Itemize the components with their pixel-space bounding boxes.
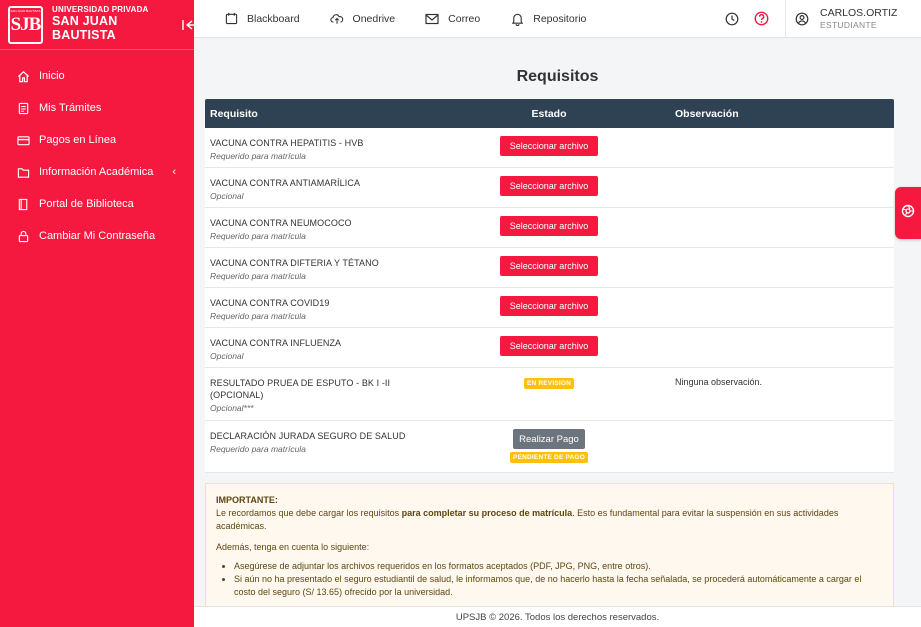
sidebar-item-cambiar-contrasena[interactable] — [0, 220, 194, 252]
notice-bullet: • Asegúrese de adjuntar los archivos requeridos en los formatos aceptados (PDF, JPG, PNG, entre otros). — [234, 560, 883, 573]
cloud-upload-icon — [330, 12, 344, 26]
help-icon[interactable] — [753, 11, 769, 27]
nav-onedrive[interactable] — [330, 12, 396, 26]
credit-card-icon — [16, 133, 31, 148]
select-file-button[interactable]: Seleccionar archivo — [500, 216, 598, 236]
notice-paragraph — [216, 507, 883, 533]
requirement-name: VACUNA CONTRA NEUMOCOCO — [210, 218, 352, 228]
requirements-table — [205, 99, 894, 473]
table-row — [205, 288, 894, 328]
status-badge: PENDIENTE DE PAGO — [510, 452, 588, 463]
user-role: ESTUDIANTE — [820, 19, 877, 30]
sidebar-item-label: Portal de Biblioteca — [39, 198, 134, 210]
folder-icon — [16, 165, 31, 180]
table-header — [205, 99, 894, 128]
pay-button[interactable]: Realizar Pago — [513, 429, 585, 449]
requirement-note: Requerido para matrícula — [210, 231, 306, 241]
table-row — [205, 128, 894, 168]
requirement-note: Requerido para matrícula — [210, 271, 306, 281]
sidebar-item-label: Inicio — [39, 70, 65, 82]
table-row — [205, 248, 894, 288]
topbar-right — [724, 0, 921, 37]
requirement-note: Requerido para matrícula — [210, 151, 306, 161]
chevron-left-icon: ‹ — [172, 166, 176, 178]
requirement-name: VACUNA CONTRA ANTIAMARÍLICA — [210, 178, 361, 188]
table-row — [205, 328, 894, 368]
university-logo[interactable] — [8, 6, 43, 44]
requirement-note: Opcional — [210, 191, 244, 201]
important-notice — [205, 483, 894, 606]
table-row — [205, 421, 894, 473]
lock-icon — [16, 229, 31, 244]
table-row — [205, 368, 894, 421]
notice-bullet: • Si aún no ha presentado el seguro estudiantil de salud, le informamos que, de no hacerlo hasta la fecha señalada, se procederá automáticamente a cargar el costo del seguro (S/ 13.65) ofrecido por la universidad. — [234, 573, 883, 599]
select-file-button[interactable]: Seleccionar archivo — [500, 176, 598, 196]
logo-mark: SJB — [10, 14, 41, 35]
observation-text: Ninguna observación. — [675, 377, 763, 387]
sidebar-item-pagos[interactable] — [0, 124, 194, 156]
topbar — [194, 0, 921, 38]
sidebar-item-mis-tramites[interactable] — [0, 92, 194, 124]
sidebar-item-label: Pagos en Línea — [39, 134, 117, 146]
select-file-button[interactable]: Seleccionar archivo — [500, 336, 598, 356]
table-row — [205, 208, 894, 248]
nav-correo[interactable] — [425, 12, 480, 26]
requirement-name: DECLARACIÓN JURADA SEGURO DE SALUD — [210, 431, 406, 441]
requirement-note: Requerido para matrícula — [210, 311, 306, 321]
clock-icon[interactable] — [724, 11, 740, 27]
brand — [0, 0, 194, 50]
requirement-name: RESULTADO PRUEA DE ESPUTO - BK I -II (OPCIONAL) — [210, 378, 391, 400]
notice-paragraph: Además, tenga en cuenta lo siguiente: — [216, 542, 370, 552]
calendar-icon — [224, 12, 238, 26]
user-menu[interactable] — [785, 0, 921, 37]
requirement-name: VACUNA CONTRA DIFTERIA Y TÉTANO — [210, 258, 379, 268]
notice-title: IMPORTANTE: — [216, 495, 278, 505]
sidebar-item-informacion-academica[interactable] — [0, 156, 194, 188]
select-file-button[interactable]: Seleccionar archivo — [500, 296, 598, 316]
main-content — [194, 38, 921, 606]
sidebar-item-label: Cambiar Mi Contraseña — [39, 230, 156, 242]
requirement-note: Opcional*** — [210, 403, 254, 413]
column-header-estado: Estado — [531, 107, 567, 120]
home-icon — [16, 69, 31, 84]
settings-fab[interactable] — [895, 187, 921, 239]
notice-text: . Esto es fundamental para evitar la suspensión en sus actividades académicas. — [216, 508, 839, 531]
column-header-requisito: Requisito — [210, 107, 258, 120]
sidebar-item-inicio[interactable] — [0, 60, 194, 92]
brand-text — [52, 6, 173, 42]
sidebar-item-label: Información Académica — [39, 166, 154, 178]
requirement-name: VACUNA CONTRA INFLUENZA — [210, 338, 342, 348]
select-file-button[interactable]: Seleccionar archivo — [500, 256, 598, 276]
user-circle-icon — [794, 11, 810, 27]
mail-icon — [425, 12, 439, 26]
nav-label: Onedrive — [352, 12, 396, 25]
nav-blackboard[interactable] — [224, 12, 300, 26]
footer-text: UPSJB © 2026. Todos los derechos reservados. — [455, 611, 660, 623]
user-info — [820, 7, 897, 31]
notice-bold-text: para completar su proceso de matrícula — [401, 508, 573, 518]
nav-label: Blackboard — [247, 12, 300, 25]
footer — [194, 606, 921, 627]
requirement-name: VACUNA CONTRA COVID19 — [210, 298, 330, 308]
nav-repositorio[interactable] — [510, 12, 586, 26]
sidebar-item-biblioteca[interactable] — [0, 188, 194, 220]
sidebar-item-label: Mis Trámites — [39, 102, 102, 114]
page-title: Requisitos — [516, 68, 599, 85]
table-row — [205, 168, 894, 208]
collapse-sidebar-icon[interactable] — [181, 18, 194, 32]
nav-label: Correo — [448, 12, 481, 25]
notice-text: Le recordamos que debe cargar los requisitos — [216, 508, 402, 518]
status-badge: EN REVISION — [524, 378, 574, 389]
sidebar-menu — [0, 50, 194, 252]
aperture-icon — [901, 204, 915, 223]
requirement-note: Requerido para matrícula — [210, 444, 306, 454]
brand-line2: SAN JUAN BAUTISTA — [51, 14, 118, 42]
sidebar — [0, 0, 194, 627]
nav-label: Repositorio — [533, 12, 587, 25]
requirement-name: VACUNA CONTRA HEPATITIS - HVB — [210, 138, 364, 148]
clipboard-icon — [16, 101, 31, 116]
logo-top-text: SAN JUAN BAUTISTA — [10, 8, 41, 13]
book-icon — [16, 197, 31, 212]
brand-line1: UNIVERSIDAD PRIVADA — [51, 5, 149, 15]
select-file-button[interactable]: Seleccionar archivo — [500, 136, 598, 156]
bell-icon — [510, 12, 524, 26]
column-header-observacion: Observación — [675, 107, 739, 120]
notice-list — [216, 560, 883, 599]
requirement-note: Opcional — [210, 351, 244, 361]
user-name: CARLOS.ORTIZ — [820, 6, 898, 19]
